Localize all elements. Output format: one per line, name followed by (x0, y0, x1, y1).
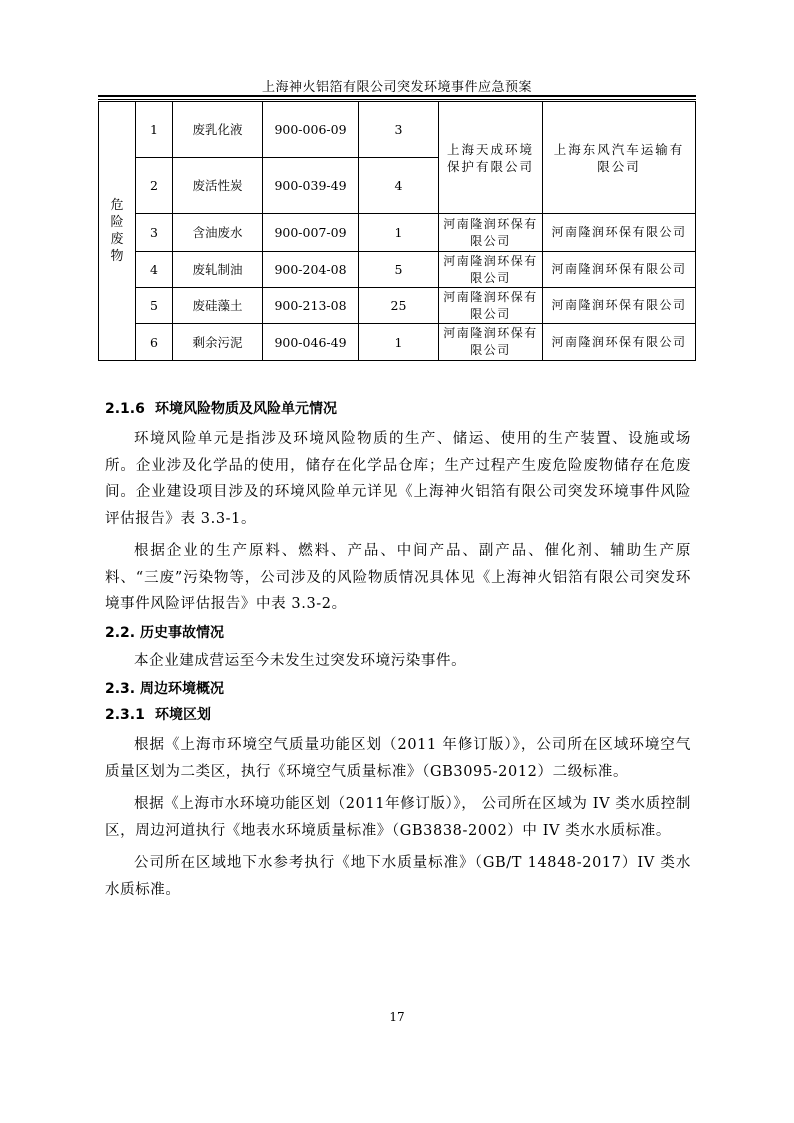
cell-qty: 1 (359, 214, 439, 252)
paragraph: 根据《上海市环境空气质量功能区划（2011 年修订版）》，公司所在区域环境空气质量区划为二类区，执行《环境空气质量标准》（GB3095-2012）二级标准。 (105, 737, 691, 780)
cell-no: 1 (136, 102, 173, 158)
cell-name: 废活性炭 (173, 158, 263, 214)
cell-disposer: 河南隆润环保有限公司 (439, 252, 543, 288)
cell-transporter: 河南隆润环保有限公司 (543, 324, 696, 361)
cell-disposer: 上海天成环境保护有限公司 (439, 102, 543, 214)
cell-no: 2 (136, 158, 173, 214)
cell-disposer: 河南隆润环保有限公司 (439, 214, 543, 252)
header-rule (98, 95, 696, 97)
header-rule-thin (98, 99, 696, 100)
cell-qty: 4 (359, 158, 439, 214)
cell-no: 3 (136, 214, 173, 252)
paragraph: 根据企业的生产原料、燃料、产品、中间产品、副产品、催化剂、辅助生产原料、“三废”污染物等，公司涉及的风险物质情况具体见《上海神火铝箔有限公司突发环境事件风险评估报告》中表 3.3-2。 (105, 543, 691, 612)
cell-code: 900-006-09 (263, 102, 359, 158)
section-number: 2.3.1 (105, 707, 145, 723)
cell-no: 5 (136, 288, 173, 324)
category-char: 物 (110, 249, 124, 264)
category-char: 险 (110, 215, 124, 230)
section-heading-2-3: 2.3. 周边环境概况 (105, 681, 224, 697)
page-number: 17 (389, 1010, 405, 1024)
cell-name: 废乳化液 (173, 102, 263, 158)
cell-disposer: 河南隆润环保有限公司 (439, 288, 543, 324)
paragraph: 环境风险单元是指涉及环境风险物质的生产、储运、使用的生产装置、设施或场所。企业涉及化学品的使用，储存在化学品仓库；生产过程产生废危险废物储存在危废间。企业建设项目涉及的环境风险单元详见《上海神火铝箔有限公司突发环境事件风险评估报告》表 3.3-1。 (105, 431, 691, 527)
cell-no: 4 (136, 252, 173, 288)
cell-qty: 3 (359, 102, 439, 158)
cell-code: 900-046-49 (263, 324, 359, 361)
category-label (103, 197, 131, 265)
cell-name: 含油废水 (173, 214, 263, 252)
cell-disposer: 河南隆润环保有限公司 (439, 324, 543, 361)
cell-name: 废硅藻土 (173, 288, 263, 324)
body-content (105, 398, 691, 903)
table-row (99, 324, 696, 361)
cell-qty: 1 (359, 324, 439, 361)
cell-qty: 25 (359, 288, 439, 324)
section-heading-2-3-1 (105, 704, 691, 726)
hazardous-waste-table (98, 101, 696, 361)
cell-code: 900-007-09 (263, 214, 359, 252)
cell-code: 900-039-49 (263, 158, 359, 214)
cell-transporter: 上海东风汽车运输有限公司 (543, 102, 696, 214)
cell-no: 6 (136, 324, 173, 361)
section-heading-2-2: 2.2. 历史事故情况 (105, 624, 224, 641)
section-number: 2.1.6 (105, 401, 145, 417)
section-title: 环境区划 (155, 707, 211, 723)
section-title: 环境风险物质及风险单元情况 (155, 401, 337, 417)
cell-code: 900-213-08 (263, 288, 359, 324)
paragraph: 根据《上海市水环境功能区划（2011年修订版）》， 公司所在区域为 IV 类水质控制区，周边河道执行《地表水环境质量标准》（GB3838-2002）中 IV 类水水质标准。 (105, 796, 691, 839)
category-cell (99, 102, 136, 361)
header-title: 上海神火铝箔有限公司突发环境事件应急预案 (261, 80, 532, 95)
cell-name: 剩余污泥 (173, 324, 263, 361)
category-char: 危 (110, 198, 124, 213)
cell-transporter: 河南隆润环保有限公司 (543, 288, 696, 324)
section-heading-2-1-6 (105, 398, 691, 420)
cell-name: 废轧制油 (173, 252, 263, 288)
cell-code: 900-204-08 (263, 252, 359, 288)
paragraph: 本企业建成营运至今未发生过突发环境污染事件。 (134, 652, 467, 669)
table-row (99, 252, 696, 288)
table-row (99, 288, 696, 324)
cell-transporter: 河南隆润环保有限公司 (543, 252, 696, 288)
cell-qty: 5 (359, 252, 439, 288)
table-row (99, 214, 696, 252)
paragraph: 公司所在区域地下水参考执行《地下水质量标准》（GB/T 14848-2017）IV 类水水质标准。 (105, 855, 691, 898)
cell-transporter: 河南隆润环保有限公司 (543, 214, 696, 252)
table-row (99, 102, 696, 158)
category-char: 废 (110, 232, 124, 247)
